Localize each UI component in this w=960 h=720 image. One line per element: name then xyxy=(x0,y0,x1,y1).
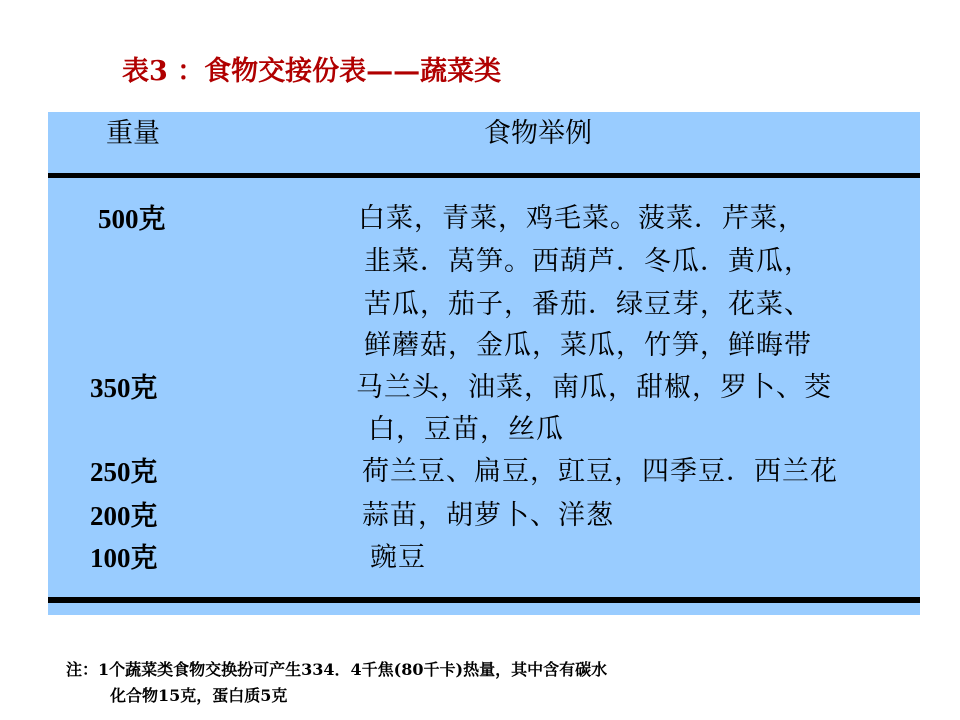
row-weight-500: 500克 xyxy=(98,204,166,234)
row-350-line-2: 白，豆苗，丝瓜 xyxy=(368,414,564,445)
footnote-line-2: 化合物15克，蛋白质5克 xyxy=(110,686,288,705)
food-exchange-table xyxy=(48,112,920,615)
row-weight-200: 200克 xyxy=(90,501,158,531)
table-bottom-rule xyxy=(48,597,920,603)
header-weight: 重量 xyxy=(106,118,160,149)
row-500-line-1: 白菜，青菜，鸡毛菜。菠菜．芹菜， xyxy=(358,203,806,234)
row-weight-250: 250克 xyxy=(90,457,158,487)
row-200-line-1: 蒜苗，胡萝卜、洋葱 xyxy=(362,500,614,531)
row-weight-100: 100克 xyxy=(90,543,158,573)
row-100-line-1: 豌豆 xyxy=(370,542,426,573)
row-500-line-4: 鲜蘑菇，金瓜，菜瓜，竹笋，鲜晦带 xyxy=(364,330,812,361)
header-examples: 食物举例 xyxy=(484,118,592,149)
row-250-line-1: 荷兰豆、扁豆，豇豆，四季豆．西兰花 xyxy=(362,456,838,487)
row-350-line-1: 马兰头，油菜，南瓜，甜椒，罗卜、茭 xyxy=(356,372,832,403)
page-title: 表3 ：食物交接份表——蔬菜类 xyxy=(122,56,502,87)
footnote xyxy=(66,657,607,709)
row-weight-350: 350克 xyxy=(90,373,158,403)
header-rule xyxy=(48,173,920,178)
row-500-line-2: 韭菜．莴笋。西葫芦．冬瓜．黄瓜， xyxy=(364,246,812,277)
footnote-line-1: 注：1个蔬菜类食物交换扮可产生334．4千焦(80千卡)热量，其中含有碳水 xyxy=(66,660,608,679)
row-500-line-3: 苦瓜，茄子，番茄．绿豆芽，花菜、 xyxy=(364,289,812,320)
